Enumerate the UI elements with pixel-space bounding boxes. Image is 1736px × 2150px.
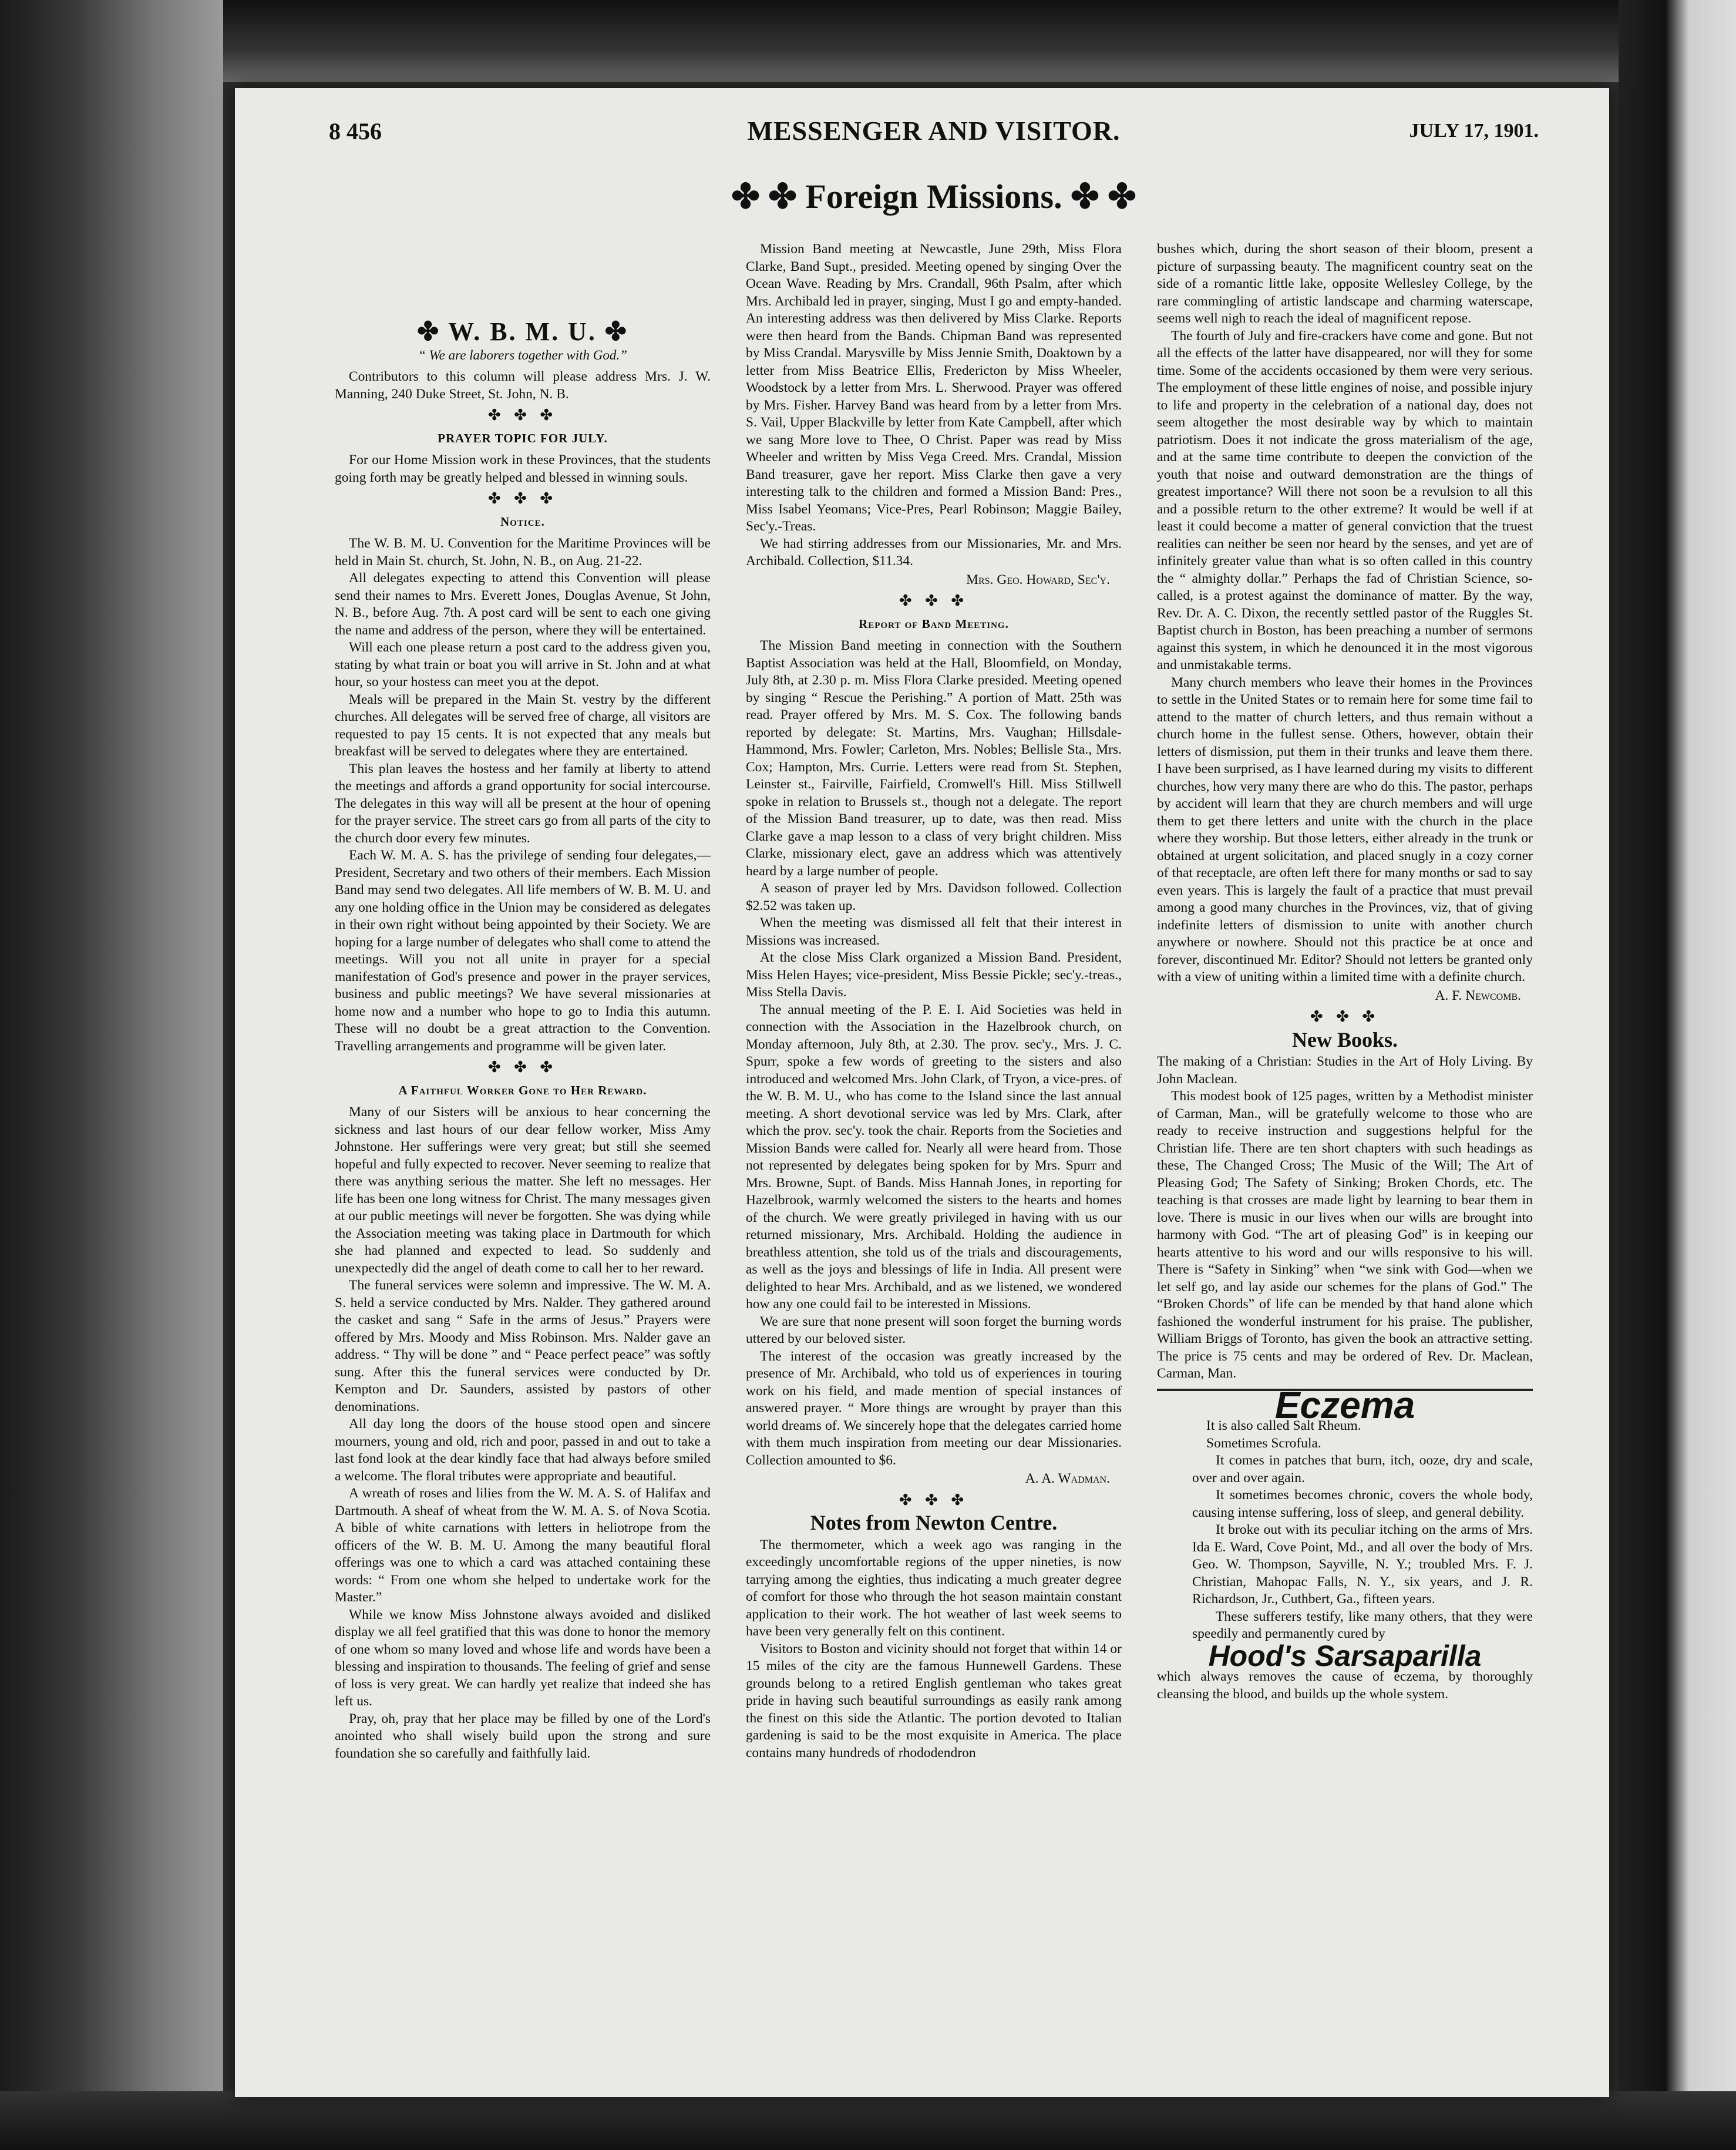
ad-line: It comes in patches that burn, itch, ooze, dry and scale, over and over again. bbox=[1192, 1453, 1533, 1486]
paragraph: When the meeting was dismissed all felt that their interest in Missions was increased. bbox=[746, 915, 1122, 948]
paragraph: Many of our Sisters will be anxious to hear concerning the sickness and last hours of our dear fellow worker, Miss Amy Johnstone. Her sufferings were very great; but still she seemed hopeful and fully expected to recover. Never seeming to realize that there was anything serious the matter. She left no messages. Her life has been one long witness for Christ. The many messages given at our public meetings will never be forgotten. She was dying while the Association meeting was taking place in Dartmouth for which she had planned and expected to lead. So suddenly and unexpectedly did the angel of death come to call her to her reward. bbox=[335, 1104, 711, 1276]
ad-line: Sometimes Scrofula. bbox=[1206, 1435, 1321, 1451]
paragraph: This plan leaves the hostess and her family at liberty to attend the meetings and affords a grand opportunity for social intercourse. The delegates in this way will all be present at the hour of opening for the prayer service. The street cars go from all parts of the city to the church door every few minutes. bbox=[335, 761, 711, 846]
paragraph: At the close Miss Clark organized a Mission Band. President, Miss Helen Hayes; vice-president, Miss Bessie Pickle; sec'y.-treas., Miss Stella Davis. bbox=[746, 950, 1122, 1000]
ad-line: These sufferers testify, like many others, that they were speedily and permanently cured by bbox=[1192, 1608, 1533, 1641]
ornament: ✤ ✤ ✤ bbox=[899, 1491, 969, 1509]
prayer-topic-heading: PRAYER TOPIC FOR JULY. bbox=[438, 431, 608, 445]
paragraph: Mission Band meeting at Newcastle, June 29th, Miss Flora Clarke, Band Supt., presided. Meeting opened by singing Over the Ocean Wave. Reading by Mrs. Crandall, 96th Psalm, after which Mrs. Archibald led in prayer, singing, Must I go and empty-handed. An interesting address was then delivered by Miss Clarke. Reports were then heard from the Bands. Chipman Band was represented by Miss Crandal. Marysville by Miss Jennie Smith, Doaktown by a letter from Miss Beatrice Ellis, Fredericton by Miss Wheeler, Woodstock by a letter from Mrs. L. Sherwood. Prayer was offered by Mrs. Fisher. Harvey Band was heard from by a letter from Mrs. S. Vail, Upper Blackville by letter from Kate Campbell, after which we sang More love to Thee, O Christ. Paper was read by Miss Wheeler and written by Miss Vega Creed. Mrs. Crandal, Mission Band treasurer, gave her report. Miss Clarke then gave a very interesting talk to the children and formed a Mission Band: Pres., Miss Isabel Yeomans; Vice-Pres, Pearl Robinson; Maggie Bailey, Sec'y.-Treas. bbox=[746, 241, 1122, 534]
wbmu-motto: “ We are laborers together with God.” bbox=[418, 347, 627, 362]
column-1 bbox=[335, 241, 711, 1762]
paragraph: The W. B. M. U. Convention for the Maritime Provinces will be held in Main St. church, St. John, N. B., on Aug. 21-22. bbox=[335, 536, 711, 569]
paragraph: Pray, oh, pray that her place may be filled by one of the Lord's anointed who shall wisely build upon the strong and sure foundation she so carefully and faithfully laid. bbox=[335, 1711, 711, 1761]
newspaper-title: MESSENGER AND VISITOR. bbox=[747, 116, 1121, 146]
issue-date: JULY 17, 1901. bbox=[1409, 120, 1539, 142]
column-2 bbox=[746, 241, 1122, 1762]
signature: A. A. Wadman. bbox=[1025, 1471, 1110, 1486]
paragraph: Meals will be prepared in the Main St. vestry by the different churches. All delegates will be served free of charge, all visitors are requested to pay 15 cents. It is not expected that any meals but breakfast will be served to delegates where they are entertained. bbox=[335, 691, 711, 759]
ornament: ✤ ✤ ✤ bbox=[1310, 1008, 1380, 1025]
scanner-frame-right bbox=[1619, 0, 1736, 2150]
ad-title: Eczema bbox=[1274, 1383, 1415, 1426]
band-meeting-heading: Report of Band Meeting. bbox=[859, 616, 1009, 631]
scanner-frame-top bbox=[0, 0, 1736, 82]
ad-line: It sometimes becomes chronic, covers the whole body, causing intense suffering, loss of sleep, and general debility. bbox=[1192, 1487, 1533, 1520]
newspaper-page bbox=[235, 88, 1609, 2097]
column-3 bbox=[1157, 241, 1533, 1703]
faithful-worker-heading: A Faithful Worker Gone to Her Reward. bbox=[398, 1083, 647, 1097]
prayer-topic-text: For our Home Mission work in these Provinces, that the students going forth may be greatly helped and blessed in winning souls. bbox=[335, 452, 711, 485]
ornament: ✤ ✤ ✤ bbox=[487, 1059, 558, 1076]
paragraph: The Mission Band meeting in connection with the Southern Baptist Association was held at the Hall, Bloomfield, on Monday, July 8th, at 2.30 p. m. Miss Flora Clarke presided. Meeting opened by singing “ Rescue the Perishing.” A portion of Matt. 25th was read. Prayer offered by Mrs. M. S. Cox. The following bands reported by delegate: St. Martins, Mrs. Vaughan; Hillsdale-Hammond, Mrs. Fowler; Carleton, Mrs. Nobles; Bellisle Sta., Mrs. Cox; Hampton, Mrs. Currie. Letters were read from St. Stephen, Leinster st., Fairville, Fairfield, Cromwell's Hill. Miss Stillwell spoke in relation to Brussels st., though not a delegate. The report of the Mission Band treasurer, up to date, was then read. Miss Clarke gave a map lesson to a class of very bright children. Miss Clarke, missionary elect, gave an address which was attentively heard by a large number of people. bbox=[746, 638, 1122, 879]
new-books-heading: New Books. bbox=[1291, 1027, 1398, 1052]
book-title: The making of a Christian: Studies in the Art of Holy Living. By John Maclean. bbox=[1157, 1054, 1533, 1087]
paragraph: bushes which, during the short season of their bloom, present a picture of surpassing beauty. The magnificent country seat on the side of a romantic little lake, opposite Wellesley College, by the rare commingling of artistic landscape and charming waterscape, seems well nigh to reach the ideal of magnificent repose. bbox=[1157, 241, 1533, 326]
ornament: ✤ ✤ ✤ bbox=[899, 592, 969, 609]
paragraph: The interest of the occasion was greatly increased by the presence of Mr. Archibald, who told us of experiences in touring work on his field, and made mention of special instances of answered prayer. “ More things are wrought by prayer than this world dreams of. We sincerely hope that the delegates carried home with them much inspiration from meeting our dear Missionaries. Collection amounted to $6. bbox=[746, 1348, 1122, 1468]
ad-closing: which always removes the cause of eczema, by thoroughly cleansing the blood, and builds up the whole system. bbox=[1157, 1669, 1533, 1702]
section-title: ✤ ✤ Foreign Missions. ✤ ✤ bbox=[731, 177, 1136, 216]
ad-product-name: Hood's Sarsaparilla bbox=[1208, 1639, 1482, 1672]
paragraph: We had stirring addresses from our Missionaries, Mr. and Mrs. Archibald. Collection, $11.34. bbox=[746, 536, 1122, 569]
paragraph: The fourth of July and fire-crackers have come and gone. But not all the effects of the latter have disappeared, nor will they for some time. Some of the accidents occasioned by them were very serious. The employment of these little engines of noise, and possible injury to life and property in the celebration of a national day, does not seem altogether the most desirable way by which to maintain patriotism. Does it not indicate the gross materialism of the age, and at the same time contribute to deepen the conviction of the youth that noise and outward demonstration are the things of greatest importance? Will there not soon be a revulsion to all this and a possible return to the other extreme? It would be well if at least it could become a matter of general conviction that the truest realities can neither be seen nor heard by the senses, and yet are of infinitely greater value than what is so often called in this country the “ almighty dollar.” Perhaps the fad of Christian Science, so-called, is a protest against the dominance of matter. By the way, Rev. Dr. A. C. Dixon, the recently settled pastor of the Ruggles St. Baptist church in Boston, has been preaching a number of sermons against this system, in which he denounced it in the most vigorous and unmistakable terms. bbox=[1157, 328, 1533, 673]
paragraph: The thermometer, which a week ago was ranging in the exceedingly uncomfortable regions of the upper nineties, is now tarrying among the eighties, thus indicating a much greater degree of comfort for those who through the hot season maintain constant application to their work. The hot weather of last week seems to have been very generally felt on this continent. bbox=[746, 1537, 1122, 1639]
paragraph: All day long the doors of the house stood open and sincere mourners, young and old, rich and poor, passed in and out to take a last fond look at the dear kindly face that had always before smiled a welcome. The floral tributes were appropriate and beautiful. bbox=[335, 1416, 711, 1484]
ornament: ✤ ✤ ✤ bbox=[487, 490, 558, 507]
book-review: This modest book of 125 pages, written by a Methodist minister of Carman, Man., will be gratefully welcome to those who are ready to receive instruction and suggestions helpful for the Christian life. There are ten short chapters with such headings as these, The Changed Cross; The Music of the Will; The Art of Pleasing God; The Safety of Sinking; Broken Chords, etc. The teaching is that crosses are made light by learning to bear them in love. There is music in our lives when our wills are brought into harmony with God. “The art of pleasing God” is in keeping our hearts attentive to his word and our wills responsive to his will. There is “Safety in Sinking” when “we sink with God—when we let self go, and lay aside our schemes for the plans of God.” The “Broken Chords” of life can be mended by that hand alone which fashioned the wonderful instrument for his praise. The publisher, William Briggs of Toronto, has given the book an attractive setting. The price is 75 cents and may be ordered of Rev. Dr. Maclean, Carman, Man. bbox=[1157, 1089, 1533, 1381]
paragraph: All delegates expecting to attend this Convention will please send their names to Mrs. Everett Jones, Douglas Avenue, St John, N. B., before Aug. 7th. A post card will be sent to each one giving the name and address of the person, where they will be entertained. bbox=[335, 570, 711, 638]
paragraph: While we know Miss Johnstone always avoided and disliked display we all feel gratified that this was done to honor the memory of one whom so many loved and whose life and words have been a blessing and inspiration to thousands. The feeling of grief and sense of loss is very great. We can hardly yet realize that indeed she has left us. bbox=[335, 1607, 711, 1709]
ornament: ✤ ✤ ✤ bbox=[487, 407, 558, 424]
scanner-frame-left bbox=[0, 0, 223, 2150]
contributors-note: Contributors to this column will please address Mrs. J. W. Manning, 240 Duke Street, St. John, N. B. bbox=[335, 369, 711, 402]
paragraph: Visitors to Boston and vicinity should not forget that within 14 or 15 miles of the city are the famous Hunnewell Gardens. These grounds belong to a retired English gentleman who takes great pride in having such beautiful surroundings as easily rank among the finest on this side the Atlantic. The portion devoted to Italian gardening is said to be the most exquisite in America. The place contains many hundreds of rhododendron bbox=[746, 1641, 1122, 1761]
masthead bbox=[329, 112, 1539, 159]
signature: Mrs. Geo. Howard, Sec'y. bbox=[966, 572, 1110, 587]
eczema-advertisement bbox=[1157, 1383, 1533, 1704]
page-number: 8 456 bbox=[329, 118, 382, 145]
paragraph: A wreath of roses and lilies from the W. M. A. S. of Halifax and Dartmouth. A sheaf of wheat from the W. M. A. S. of Nova Scotia. A bible of white carnations with letters in heliotrope from the officers of the W. B. M. U. Among the many beautiful floral offerings was one to which a card was attached containing these words: “ From one whom she helped to undertake work for the Master.” bbox=[335, 1486, 711, 1605]
scanner-frame-bottom bbox=[0, 2091, 1736, 2150]
paragraph: The funeral services were solemn and impressive. The W. M. A. S. held a service conducted by Mrs. Nalder. They gathered around the casket and sang “ Safe in the arms of Jesus.” Prayers were offered by Mrs. Moody and Miss Robinson. Mrs. Nalder gave an address. “ Thy will be done ” and “ Peace perfect peace” was softly sung. After this the funeral services were conducted by Dr. Kempton and Dr. Saunders, assisted by pastors of other denominations. bbox=[335, 1278, 711, 1415]
paragraph: We are sure that none present will soon forget the burning words uttered by our beloved sister. bbox=[746, 1313, 1122, 1346]
paragraph: A season of prayer led by Mrs. Davidson followed. Collection $2.52 was taken up. bbox=[746, 881, 1122, 913]
paragraph: Each W. M. A. S. has the privilege of sending four delegates,—President, Secretary and two others of their members. Each Mission Band may send two delegates. All life members of W. B. M. U. and any one holding office in the Union may be considered as delegates in their own right without being appointed by their Society. We are hoping for a large number of delegates who shall come to attend the meetings. Will you not all unite in prayer for a special manifestation of God's presence and power in the prayer services, business and public meetings? We have several missionaries at home now and a number who hope to go to India this autumn. These will no doubt be a great attraction to the Convention. Travelling arrangements and programme will be given later. bbox=[335, 848, 711, 1054]
signature: A. F. Newcomb. bbox=[1435, 987, 1521, 1003]
ad-line: It is also called Salt Rheum. bbox=[1206, 1418, 1361, 1433]
newton-centre-heading: Notes from Newton Centre. bbox=[810, 1511, 1058, 1534]
ad-line: It broke out with its peculiar itching on the arms of Mrs. Ida E. Ward, Cove Point, Md., and all over the body of Mrs. Geo. W. Thompson, Sayville, N. Y.; troubled Mrs. F. J. Christian, Mahopac Falls, N. Y., six years, and J. R. Richardson, Jr., Cuthbert, Ga., fifteen years. bbox=[1192, 1522, 1533, 1607]
notice-heading: Notice. bbox=[500, 514, 545, 529]
paragraph: Many church members who leave their homes in the Provinces to settle in the United States or to remain here for some time fail to attend to the matter of church letters, and thus remain without a church home in the fullest sense. Others, however, obtain their letters of dismission, put them in their trunks and leave them there. I have been surprised, as I have learned during my visits to different churches, how very many there are who do this. The pastor, perhaps by accident will learn that they are church members and will urge them to get there letters and unite with the church in the place where they worship. But those letters, either already in the trunk or obtained at urgent solicitation, and placed snugly in a cozy corner of that receptacle, are often left there for many months or sad to say even years. This is largely the fault of a practice that must prevail among a good many churches in the Provinces, viz, that of giving indefinite letters of dismission to unite with another church anywhere or nowhere. Should not this practice be at once and forever, discontinued Mr. Editor? Should not letters be granted only with a view of uniting within a limited time with a definite church. bbox=[1157, 674, 1533, 985]
paragraph: Will each one please return a post card to the address given you, stating by what train or boat you will arrive in St. John and at what hour, so your hostess can meet you at the depot. bbox=[335, 640, 711, 690]
paragraph: The annual meeting of the P. E. I. Aid Societies was held in connection with the Association in the Hazelbrook church, on Monday afternoon, July 8th, at 2.30. The prov. sec'y., Mrs. J. C. Spurr, spoke a few words of greeting to the sisters and also introduced and welcomed Mrs. John Clark, of Tryon, a vice-pres. of the W. B. M. U., who has come to the Island since the last annual meeting. A short devotional service was led by Mrs. Clark, after which the prov. sec'y. took the chair. Reports from the Societies and Mission Bands were called for. Nearly all were heard from. Those not represented by delegates being spoken for by Mrs. Spurr and Mrs. Browne, Supt. of Bands. Miss Hannah Jones, in reporting for Hazelbrook, warmly welcomed the sisters to the hearts and homes of the church. We were greatly privileged in having with us our returned missionary, Mrs. Archibald. Holding the audience in breathless attention, she told us of the trials and discouragements, as well as the joys and blessings of life in India. All present were delighted to hear Mrs. Archibald, and as we listened, we wondered how any one could fail to be interested in Missions. bbox=[746, 1002, 1122, 1312]
wbmu-heading: ✤ W. B. M. U. ✤ bbox=[417, 317, 628, 346]
